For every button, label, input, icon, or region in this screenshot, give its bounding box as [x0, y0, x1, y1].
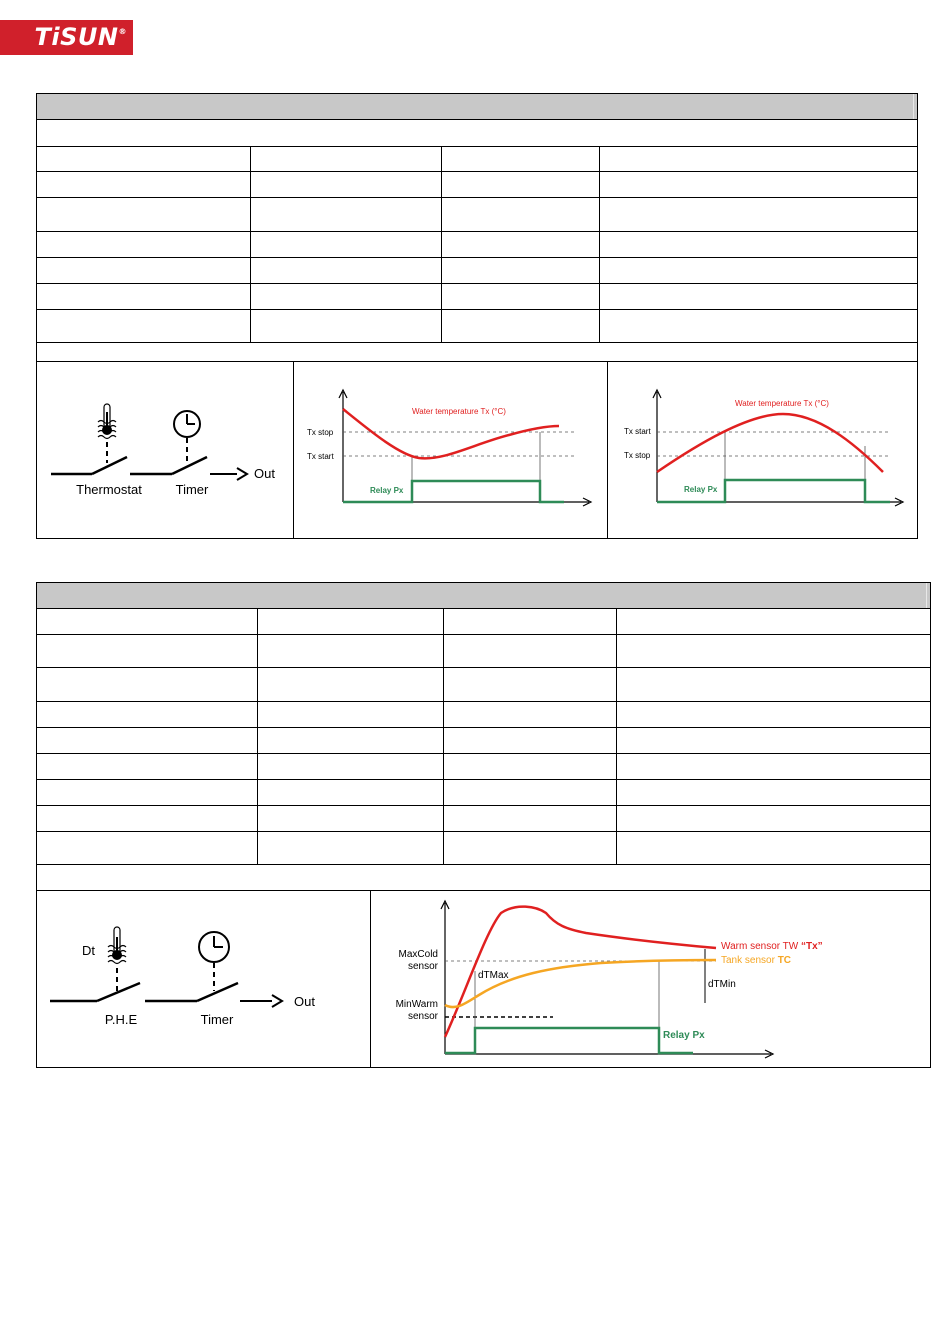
table-2-header — [37, 582, 930, 609]
tx-stop-label: Tx stop — [307, 428, 334, 437]
timer-label: Timer — [200, 1012, 234, 1027]
tx-stop-label: Tx stop — [624, 451, 651, 460]
warm-sensor-label: Warm sensor TW “Tx” — [721, 941, 823, 952]
phe-timer-diagram — [37, 891, 370, 1067]
table-row — [37, 283, 917, 284]
chart-title: Water temperature Tx (°C) — [735, 399, 829, 408]
table-bottom — [37, 1067, 930, 1068]
relay-label: Relay Px — [663, 1030, 705, 1041]
column-divider — [599, 146, 600, 342]
out-arrow-icon — [210, 468, 247, 480]
thermostat-timer-diagram — [37, 362, 293, 538]
out-arrow-icon — [240, 995, 282, 1007]
table-row — [37, 342, 917, 343]
water-temperature-chart-b — [608, 362, 916, 538]
table-row — [37, 805, 930, 806]
phe-label: P.H.E — [104, 1012, 138, 1027]
maxcold-sensor-label: sensor — [407, 961, 438, 972]
column-divider — [443, 608, 444, 864]
table-row — [37, 831, 930, 832]
phe-switch — [50, 983, 140, 1001]
table-row — [37, 701, 930, 702]
water-temperature-curve — [657, 414, 883, 472]
thermostat-switch — [51, 457, 127, 474]
dt-label: Dt — [82, 943, 95, 958]
maxcold-label: MaxCold — [398, 949, 438, 960]
clock-icon — [174, 411, 200, 437]
table-row — [37, 864, 930, 865]
tx-start-label: Tx start — [307, 452, 334, 461]
thermostat-label: Thermostat — [76, 482, 142, 497]
column-divider — [616, 608, 617, 864]
column-divider — [257, 608, 258, 864]
table-row — [37, 257, 917, 258]
table-1-header — [37, 93, 917, 120]
relay-label: Relay Px — [684, 485, 718, 494]
tank-sensor-label: Tank sensor TC — [721, 955, 792, 966]
thermometer-icon — [98, 404, 116, 439]
table-row — [37, 197, 917, 198]
table-row — [37, 634, 930, 635]
relay-label: Relay Px — [370, 486, 404, 495]
timer-switch — [130, 457, 207, 474]
dtmax-label: dTMax — [478, 970, 509, 981]
thermometer-icon — [108, 927, 126, 964]
table-row — [37, 779, 930, 780]
table-row — [37, 309, 917, 310]
water-temperature-curve — [343, 409, 559, 458]
water-temperature-chart-a — [294, 362, 607, 538]
table-row — [37, 231, 917, 232]
out-label: Out — [254, 466, 275, 481]
table-row — [37, 727, 930, 728]
table-row — [37, 146, 917, 147]
timer-label: Timer — [175, 482, 209, 497]
minwarm-sensor-label: sensor — [407, 1011, 438, 1022]
column-divider — [250, 146, 251, 342]
relay-px-signal — [445, 1028, 693, 1053]
minwarm-label: MinWarm — [395, 999, 438, 1010]
dtmin-label: dTMin — [708, 979, 736, 990]
out-label: Out — [294, 994, 315, 1009]
chart-title: Water temperature Tx (°C) — [412, 407, 506, 416]
tx-start-label: Tx start — [624, 427, 651, 436]
tisun-logo — [0, 20, 133, 55]
logo-text: TiSUN — [34, 23, 119, 51]
table-row — [37, 753, 930, 754]
column-divider — [441, 146, 442, 342]
table-bottom — [37, 538, 917, 539]
tank-sensor-curve — [445, 960, 716, 1007]
phe-sensor-chart — [371, 891, 929, 1067]
clock-icon — [199, 932, 229, 962]
table-row — [37, 667, 930, 668]
table-row — [37, 171, 917, 172]
registered-mark: ® — [118, 27, 127, 36]
timer-switch — [145, 983, 238, 1001]
